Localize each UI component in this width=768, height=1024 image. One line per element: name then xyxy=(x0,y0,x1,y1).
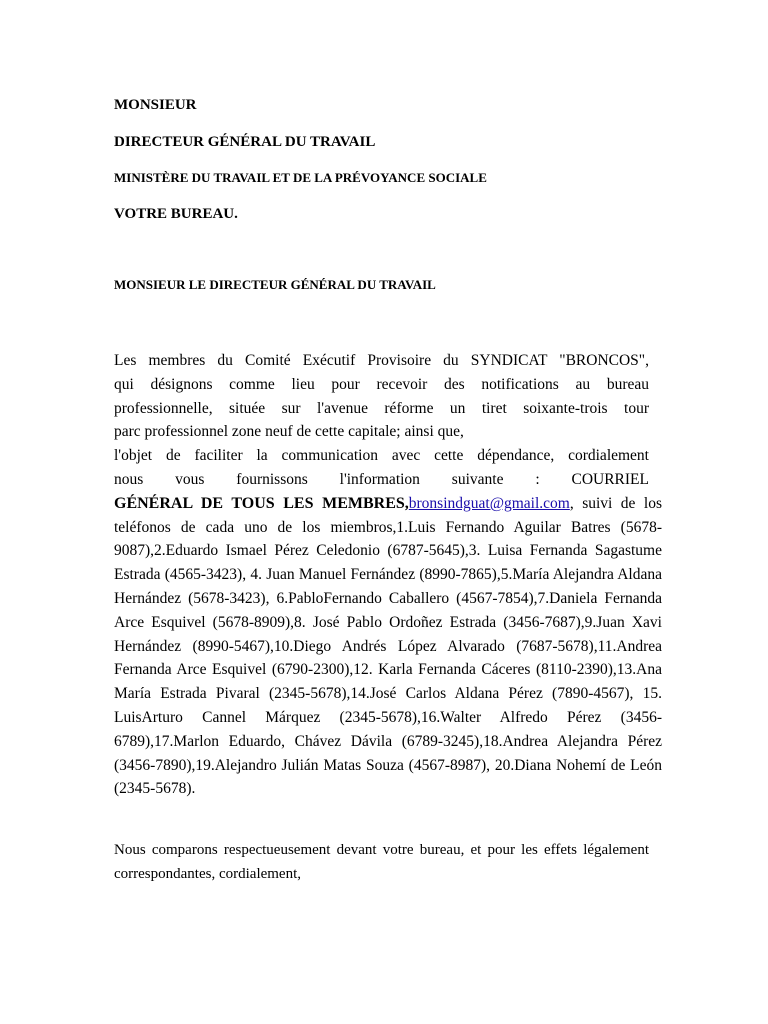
intro-line: parc professionnel zone neuf de cette capitale; ainsi que, xyxy=(114,423,464,441)
intro-line: nous vous fournissons l'information suivante : COURRIEL xyxy=(114,470,649,488)
letter-body xyxy=(114,349,662,801)
members-label: GÉNÉRAL DE TOUS LES MEMBRES, xyxy=(114,494,409,512)
closing-paragraph: Nous comparons respectueusement devant votre bureau, et pour les effets légalement correspondantes, cordialement, xyxy=(114,842,649,882)
members-list-text: , suivi de los teléfonos de cada uno de los miembros,1.Luis Fernando Aguilar Batres (5678-9087),2.Eduardo Ismael Pérez Celedonio (6787-5645),3. Luisa Fernanda Sagastume Estrada (4565-3423), 4. Juan Manuel Fernández (8990-7865),5.María Alejandra Aldana Hernández (5678-3423), 6.PabloFernando Caballero (4567-7854),7.Daniela Fernanda Arce Esquivel (5678-8909),8. José Pablo Ordoñez Estrada (3456-7687),9.Juan Xavi Hernández (8990-5467),10.Diego Andrés López Alvarado (7687-5678),11.Andrea Fernanda Arce Esquivel (6790-2300),12. Karla Fernanda Cáceres (8110-2390),13.Ana María Estrada Pivaral (2345-5678),14.José Carlos Aldana Pérez (7890-4567), 15. LuisArturo Cannel Márquez (2345-5678),16.Walter Alfredo Pérez (3456-6789),17.Marlon Eduardo, Chávez Dávila (6789-3245),18.Andrea Alejandra Pérez (3456-7890),19.Alejandro Julián Matas Souza (4567-8987), 20.Diana Nohemí de León (2345-5678). xyxy=(114,494,662,798)
intro-line: qui désignons comme lieu pour recevoir des notifications au bureau xyxy=(114,375,649,393)
intro-paragraph xyxy=(114,349,649,492)
intro-line: professionnelle, située sur l'avenue réforme un tiret soixante-trois tour xyxy=(114,399,649,417)
members-paragraph xyxy=(114,492,662,801)
email-link[interactable]: bronsindguat@gmail.com xyxy=(408,494,570,512)
recipient-office: VOTRE BUREAU. xyxy=(114,206,238,222)
intro-line: Les membres du Comité Exécutif Provisoire du SYNDICAT "BRONCOS", xyxy=(114,352,649,369)
recipient-position: DIRECTEUR GÉNÉRAL DU TRAVAIL xyxy=(114,134,376,150)
recipient-title: MONSIEUR xyxy=(114,97,197,113)
intro-line: l'objet de faciliter la communication avec cette dépendance, cordialement xyxy=(114,447,649,465)
salutation: MONSIEUR LE DIRECTEUR GÉNÉRAL DU TRAVAIL xyxy=(114,277,436,292)
recipient-ministry: MINISTÈRE DU TRAVAIL ET DE LA PRÉVOYANCE SOCIALE xyxy=(114,170,487,185)
